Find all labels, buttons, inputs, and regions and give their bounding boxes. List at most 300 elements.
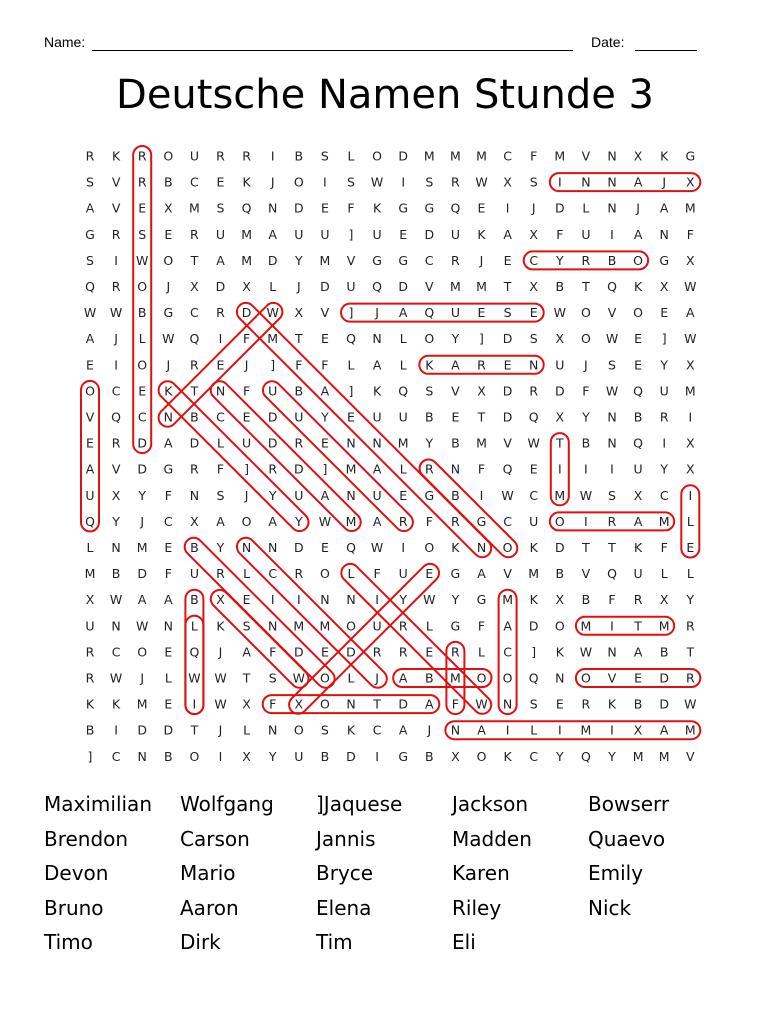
grid-letter: F bbox=[660, 540, 668, 555]
grid-letter: B bbox=[633, 409, 643, 425]
grid-letter: O bbox=[163, 252, 174, 268]
grid-letter: D bbox=[502, 409, 513, 425]
grid-letter: X bbox=[529, 279, 538, 294]
grid-letter: F bbox=[608, 592, 616, 608]
grid-letter: M bbox=[476, 148, 487, 164]
grid-letter: D bbox=[320, 279, 330, 294]
grid-letter: B bbox=[85, 722, 95, 738]
grid-letter: X bbox=[190, 513, 199, 529]
grid-letter: N bbox=[268, 540, 278, 555]
grid-letter: B bbox=[111, 566, 121, 582]
grid-letter: J bbox=[427, 722, 432, 738]
grid-letter: R bbox=[216, 566, 225, 582]
found-word-highlight bbox=[285, 560, 442, 717]
found-word-highlight bbox=[133, 146, 151, 453]
word-list-item: ]Jaquese bbox=[316, 792, 403, 816]
grid-letter: C bbox=[190, 305, 199, 321]
grid-letter: X bbox=[633, 487, 643, 503]
grid-letter: Q bbox=[346, 540, 356, 555]
grid-letter: O bbox=[137, 357, 148, 373]
grid-letter: O bbox=[502, 540, 513, 555]
grid-letter: G bbox=[372, 252, 382, 268]
grid-letter: T bbox=[582, 279, 590, 294]
grid-letter: O bbox=[137, 644, 148, 660]
grid-letter: D bbox=[293, 540, 304, 555]
grid-letter: L bbox=[686, 513, 694, 529]
grid-letter: A bbox=[216, 513, 225, 529]
grid-letter: R bbox=[398, 644, 408, 660]
grid-letter: F bbox=[347, 200, 355, 216]
grid-letter: U bbox=[320, 226, 330, 242]
grid-letter: K bbox=[477, 226, 486, 242]
grid-letter: X bbox=[529, 226, 538, 242]
grid-letter: F bbox=[321, 357, 329, 373]
grid-letter: I bbox=[401, 540, 406, 555]
grid-letter: X bbox=[686, 174, 695, 190]
grid-letter: M bbox=[658, 748, 670, 764]
grid-letter: I bbox=[584, 513, 588, 529]
grid-letter: R bbox=[137, 174, 147, 190]
grid-letter: F bbox=[164, 487, 172, 503]
grid-letter: R bbox=[424, 461, 434, 477]
grid-letter: L bbox=[582, 200, 590, 216]
grid-letter: M bbox=[293, 618, 305, 634]
grid-letter: E bbox=[425, 566, 434, 582]
grid-letter: D bbox=[137, 722, 148, 738]
grid-letter: E bbox=[242, 592, 251, 608]
grid-letter: E bbox=[216, 174, 225, 190]
grid-letter: W bbox=[292, 670, 305, 686]
grid-letter: Y bbox=[399, 592, 408, 608]
grid-letter: Q bbox=[189, 331, 200, 347]
grid-letter: E bbox=[320, 435, 329, 451]
grid-letter: X bbox=[242, 696, 251, 712]
grid-letter: E bbox=[164, 644, 173, 660]
grid-letter: E bbox=[660, 305, 669, 321]
grid-letter: D bbox=[398, 696, 409, 712]
grid-letter: I bbox=[114, 722, 118, 738]
word-list-item: Timo bbox=[44, 930, 93, 954]
found-word-highlight bbox=[259, 377, 416, 534]
grid-letter: R bbox=[372, 644, 382, 660]
grid-letter: F bbox=[582, 383, 590, 399]
grid-letter: W bbox=[423, 592, 436, 608]
grid-letter: O bbox=[293, 722, 304, 738]
page-title: Deutsche Namen Stunde 3 bbox=[116, 72, 654, 118]
grid-letter: G bbox=[424, 200, 435, 216]
grid-letter: I bbox=[270, 592, 275, 608]
grid-letter: V bbox=[581, 148, 591, 164]
grid-letter: A bbox=[268, 513, 277, 529]
grid-letter: V bbox=[111, 200, 121, 216]
found-word-highlight bbox=[155, 377, 312, 534]
grid-letter: O bbox=[476, 748, 487, 764]
grid-letter: U bbox=[372, 618, 382, 634]
grid-letter: K bbox=[503, 748, 512, 764]
grid-letter: E bbox=[320, 540, 329, 555]
grid-letter: C bbox=[111, 383, 121, 399]
grid-letter: N bbox=[346, 435, 356, 451]
grid-letter: S bbox=[268, 670, 277, 686]
grid-letter: Q bbox=[607, 566, 617, 582]
grid-letter: X bbox=[686, 435, 695, 451]
grid-letter: Y bbox=[608, 748, 616, 764]
grid-letter: F bbox=[373, 566, 381, 582]
grid-letter: J bbox=[244, 357, 249, 373]
word-list-item: Quaevo bbox=[588, 826, 666, 851]
grid-letter: M bbox=[345, 513, 357, 529]
grid-letter: W bbox=[684, 696, 697, 712]
grid-letter: Q bbox=[372, 279, 383, 294]
grid-letter: S bbox=[86, 174, 94, 190]
grid-letter: L bbox=[399, 357, 407, 373]
grid-letter: J bbox=[662, 174, 667, 190]
grid-letter: J bbox=[218, 644, 223, 660]
grid-letter: ] bbox=[244, 461, 250, 477]
grid-letter: F bbox=[686, 226, 694, 242]
grid-letter: G bbox=[398, 748, 409, 764]
grid-letter: ] bbox=[348, 226, 354, 242]
grid-letter: F bbox=[477, 461, 486, 477]
grid-letter: X bbox=[503, 174, 512, 190]
grid-letter: R bbox=[659, 409, 669, 425]
grid-letter: D bbox=[424, 226, 435, 242]
grid-letter: K bbox=[633, 279, 643, 294]
grid-letter: I bbox=[218, 331, 223, 347]
grid-letter: E bbox=[634, 331, 643, 347]
grid-letter: N bbox=[529, 357, 539, 373]
grid-letter: M bbox=[241, 252, 252, 268]
grid-letter: M bbox=[554, 487, 566, 503]
grid-letter: S bbox=[529, 696, 538, 712]
grid-letter: W bbox=[370, 540, 384, 555]
grid-letter: R bbox=[268, 461, 278, 477]
grid-letter: R bbox=[137, 148, 147, 164]
grid-letter: B bbox=[581, 592, 591, 608]
grid-letter: Y bbox=[686, 592, 695, 608]
grid-letter: I bbox=[192, 696, 197, 712]
grid-letter: S bbox=[242, 618, 251, 634]
grid-letter: D bbox=[659, 696, 670, 712]
grid-letter: B bbox=[425, 748, 434, 764]
grid-letter: Y bbox=[451, 592, 460, 608]
grid-letter: A bbox=[372, 513, 382, 529]
grid-letter: M bbox=[502, 592, 513, 608]
grid-letter: R bbox=[294, 435, 304, 451]
grid-letter: C bbox=[216, 409, 225, 425]
grid-letter: N bbox=[450, 461, 461, 477]
grid-letter: Y bbox=[294, 252, 303, 268]
grid-letter: B bbox=[190, 592, 199, 608]
grid-letter: V bbox=[85, 409, 95, 425]
grid-letter: M bbox=[580, 722, 592, 738]
grid-letter: W bbox=[579, 487, 593, 503]
grid-letter: B bbox=[633, 696, 643, 712]
word-list-item: Wolfgang bbox=[180, 792, 274, 816]
grid-letter: W bbox=[475, 696, 488, 712]
grid-letter: R bbox=[633, 592, 643, 608]
grid-letter: F bbox=[425, 513, 433, 529]
grid-letter: K bbox=[529, 592, 538, 608]
grid-letter: D bbox=[189, 435, 200, 451]
grid-letter: S bbox=[86, 252, 94, 268]
word-list-item: Aaron bbox=[180, 895, 239, 920]
grid-letter: O bbox=[189, 748, 200, 764]
grid-letter: Q bbox=[241, 200, 252, 216]
grid-letter: N bbox=[476, 540, 487, 555]
grid-letter: L bbox=[86, 540, 94, 555]
grid-letter: Q bbox=[450, 200, 461, 216]
grid-letter: R bbox=[529, 383, 539, 399]
grid-letter: J bbox=[114, 331, 118, 347]
word-list-item: Eli bbox=[452, 930, 476, 954]
grid-letter: X bbox=[686, 461, 695, 477]
grid-letter: C bbox=[529, 748, 539, 764]
found-word-highlight bbox=[81, 381, 99, 532]
grid-letter: N bbox=[111, 540, 121, 555]
grid-letter: R bbox=[111, 226, 121, 242]
grid-letter: T bbox=[608, 540, 616, 555]
grid-letter: A bbox=[398, 670, 408, 686]
grid-letter: N bbox=[372, 435, 382, 451]
grid-letter: C bbox=[503, 644, 512, 660]
word-list bbox=[44, 792, 744, 972]
grid-letter: Y bbox=[321, 409, 329, 425]
grid-letter: O bbox=[476, 670, 487, 686]
grid-letter: A bbox=[242, 644, 251, 660]
grid-letter: R bbox=[85, 644, 95, 660]
grid-letter: K bbox=[372, 200, 382, 216]
grid-letter: W bbox=[109, 305, 123, 321]
grid-letter: I bbox=[662, 435, 667, 451]
grid-letter: X bbox=[451, 748, 460, 764]
grid-letter: M bbox=[476, 435, 487, 451]
grid-letter: R bbox=[85, 670, 95, 686]
grid-letter: U bbox=[294, 226, 304, 242]
grid-letter: W bbox=[605, 331, 619, 347]
grid-letter: E bbox=[503, 357, 512, 373]
grid-letter: E bbox=[347, 409, 355, 425]
grid-letter: A bbox=[398, 722, 408, 738]
grid-letter: V bbox=[451, 383, 460, 399]
word-list-item: Tim bbox=[316, 930, 353, 954]
grid-letter: L bbox=[530, 722, 538, 738]
grid-letter: J bbox=[140, 513, 145, 529]
grid-letter: B bbox=[581, 435, 591, 451]
grid-letter: M bbox=[450, 670, 461, 686]
grid-letter: D bbox=[502, 331, 513, 347]
grid-letter: E bbox=[164, 540, 173, 555]
found-word-highlight bbox=[550, 173, 701, 191]
grid-letter: U bbox=[189, 566, 199, 582]
grid-letter: A bbox=[633, 513, 643, 529]
found-word-highlight bbox=[233, 534, 390, 691]
grid-letter: R bbox=[451, 513, 460, 529]
grid-letter: T bbox=[190, 383, 199, 399]
grid-letter: W bbox=[136, 252, 149, 268]
grid-letter: J bbox=[218, 722, 223, 738]
grid-letter: U bbox=[85, 618, 95, 634]
grid-letter: O bbox=[293, 174, 304, 190]
grid-letter: O bbox=[372, 148, 383, 164]
grid-letter: T bbox=[477, 409, 486, 425]
grid-letter: I bbox=[375, 592, 379, 608]
grid-letter: A bbox=[320, 383, 330, 399]
grid-letter: W bbox=[684, 279, 697, 294]
grid-letter: O bbox=[319, 696, 330, 712]
grid-letter: R bbox=[85, 148, 95, 164]
grid-letter: Q bbox=[528, 670, 539, 686]
grid-letter: S bbox=[320, 148, 329, 164]
grid-letter: F bbox=[295, 357, 303, 373]
grid-letter: R bbox=[111, 435, 121, 451]
grid-letter: R bbox=[581, 696, 591, 712]
grid-letter: I bbox=[218, 748, 223, 764]
grid-letter: N bbox=[163, 618, 173, 634]
grid-letter: O bbox=[424, 540, 435, 555]
grid-letter: I bbox=[114, 357, 118, 373]
grid-letter: R bbox=[607, 513, 617, 529]
grid-letter: B bbox=[190, 540, 199, 555]
grid-letter: J bbox=[296, 279, 301, 294]
grid-letter: Q bbox=[189, 644, 200, 660]
grid-letter: V bbox=[503, 566, 512, 582]
grid-letter: N bbox=[346, 487, 356, 503]
grid-letter: N bbox=[163, 409, 173, 425]
grid-letter: U bbox=[372, 409, 382, 425]
grid-letter: X bbox=[633, 148, 643, 164]
grid-letter: E bbox=[634, 670, 643, 686]
grid-letter: A bbox=[503, 618, 512, 634]
grid-letter: Q bbox=[346, 331, 356, 347]
grid-letter: G bbox=[659, 252, 670, 268]
grid-letter: X bbox=[659, 279, 669, 294]
grid-letter: F bbox=[242, 383, 251, 399]
grid-letter: W bbox=[109, 592, 123, 608]
grid-letter: L bbox=[399, 331, 407, 347]
grid-letter: R bbox=[451, 252, 460, 268]
grid-letter: M bbox=[684, 722, 696, 738]
grid-letter: K bbox=[451, 540, 460, 555]
grid-letter: A bbox=[85, 461, 95, 477]
grid-letter: L bbox=[243, 566, 251, 582]
grid-letter: Y bbox=[660, 461, 669, 477]
grid-letter: D bbox=[215, 279, 226, 294]
grid-letter: K bbox=[555, 644, 564, 660]
grid-letter: N bbox=[111, 618, 121, 634]
grid-letter: J bbox=[140, 670, 145, 686]
grid-letter: X bbox=[164, 200, 173, 216]
grid-letter: J bbox=[166, 279, 171, 294]
grid-letter: R bbox=[242, 148, 251, 164]
name-label: Name: bbox=[44, 34, 86, 50]
grid-letter: L bbox=[478, 644, 485, 660]
word-list-item: Carson bbox=[180, 826, 250, 851]
grid-letter: A bbox=[372, 357, 382, 373]
grid-letter: L bbox=[686, 566, 694, 582]
grid-letter: K bbox=[216, 618, 225, 634]
grid-letter: W bbox=[501, 487, 514, 503]
grid-letter: U bbox=[633, 461, 643, 477]
grid-letter: A bbox=[85, 200, 95, 216]
grid-letter: G bbox=[476, 513, 487, 529]
grid-letter: N bbox=[555, 670, 565, 686]
grid-letter: I bbox=[270, 148, 275, 164]
grid-letter: N bbox=[607, 435, 617, 451]
grid-letter: B bbox=[659, 644, 669, 660]
grid-letter: I bbox=[610, 618, 614, 634]
grid-letter: E bbox=[164, 696, 173, 712]
grid-letter: S bbox=[503, 305, 512, 321]
grid-letter: Y bbox=[268, 748, 277, 764]
grid-letter: X bbox=[294, 305, 304, 321]
grid-letter: O bbox=[554, 618, 565, 634]
grid-letter: R bbox=[685, 618, 695, 634]
grid-letter: U bbox=[398, 409, 408, 425]
grid-letter: C bbox=[424, 252, 434, 268]
grid-letter: M bbox=[136, 696, 148, 712]
found-word-highlight bbox=[181, 534, 338, 691]
grid-letter: ] bbox=[348, 383, 354, 399]
grid-letter: N bbox=[450, 722, 461, 738]
grid-letter: E bbox=[503, 252, 512, 268]
grid-letter: D bbox=[398, 148, 409, 164]
grid-letter: W bbox=[318, 513, 332, 529]
grid-letter: I bbox=[688, 409, 693, 425]
word-list-item: Emily bbox=[588, 861, 644, 885]
grid-letter: R bbox=[216, 305, 225, 321]
grid-letter: U bbox=[555, 357, 565, 373]
grid-letter: B bbox=[190, 409, 199, 425]
grid-letter: M bbox=[345, 461, 357, 477]
grid-letter: M bbox=[554, 148, 566, 164]
grid-letter: Y bbox=[425, 435, 434, 451]
grid-letter: L bbox=[347, 670, 355, 686]
grid-letter: ] bbox=[322, 461, 328, 477]
grid-letter: D bbox=[137, 435, 148, 451]
grid-letter: K bbox=[85, 696, 95, 712]
grid-letter: A bbox=[477, 722, 486, 738]
grid-letter: B bbox=[451, 487, 460, 503]
grid-letter: W bbox=[214, 670, 227, 686]
grid-letter: C bbox=[529, 487, 539, 503]
grid-letter: E bbox=[477, 305, 486, 321]
grid-letter: O bbox=[580, 670, 591, 686]
grid-letter: D bbox=[554, 383, 565, 399]
grid-letter: B bbox=[425, 409, 434, 425]
grid-letter: E bbox=[399, 226, 408, 242]
grid-letter: X bbox=[633, 722, 643, 738]
grid-letter: M bbox=[319, 252, 331, 268]
grid-letter: B bbox=[607, 252, 617, 268]
grid-letter: J bbox=[531, 200, 536, 216]
grid-letter: D bbox=[293, 644, 304, 660]
word-list-item: Riley bbox=[452, 895, 502, 920]
date-label: Date: bbox=[591, 34, 625, 50]
grid-letter: U bbox=[372, 226, 382, 242]
grid-letter: R bbox=[581, 252, 591, 268]
grid-letter: F bbox=[269, 696, 277, 712]
grid-letter: W bbox=[188, 670, 201, 686]
grid-letter: G bbox=[450, 618, 461, 634]
grid-letter: V bbox=[320, 305, 330, 321]
grid-letter: D bbox=[293, 461, 304, 477]
grid-letter: M bbox=[580, 618, 592, 634]
grid-letter: X bbox=[659, 592, 669, 608]
grid-letter: I bbox=[505, 722, 510, 738]
grid-letter: Q bbox=[633, 435, 644, 451]
grid-letter: Q bbox=[398, 383, 409, 399]
